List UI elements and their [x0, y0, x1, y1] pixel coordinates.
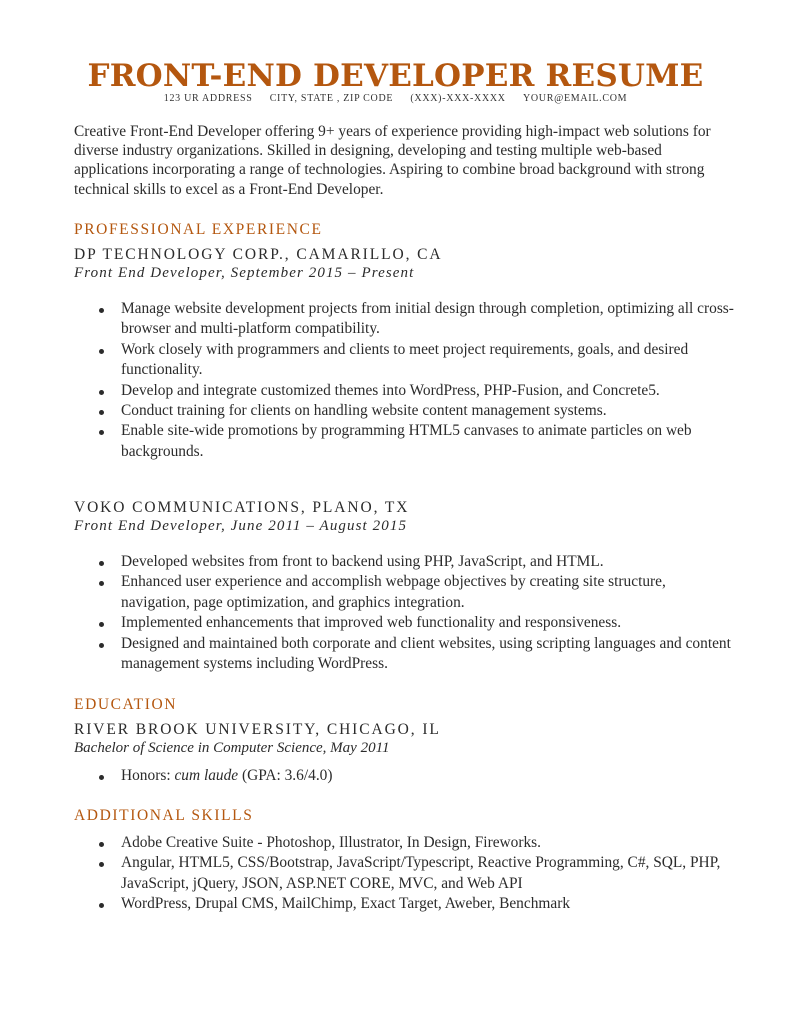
- list-item: WordPress, Drupal CMS, MailChimp, Exact Target, Aweber, Benchmark: [74, 894, 734, 914]
- bullet-icon: [99, 410, 104, 415]
- bullet-icon: [99, 581, 104, 586]
- education-degree: Bachelor of Science in Computer Science, May 2011: [74, 740, 390, 756]
- list-item: Develop and integrate customized themes into WordPress, PHP-Fusion, and Concrete5.: [74, 381, 734, 401]
- list-item: Conduct training for clients on handling website content management systems.: [74, 401, 734, 421]
- contact-line: [0, 93, 791, 104]
- contact-phone: (XXX)-XXX-XXXX: [410, 93, 506, 104]
- contact-email: YOUR@EMAIL.COM: [522, 93, 628, 104]
- section-heading-experience: PROFESSIONAL EXPERIENCE: [74, 221, 323, 238]
- bullet-icon: [99, 308, 104, 313]
- list-item: Designed and maintained both corporate and client websites, using scripting languages and content management systems including WordPress.: [74, 634, 734, 675]
- job-bullets-2: [74, 552, 734, 674]
- resume-title: FRONT-END DEVELOPER RESUME: [87, 58, 704, 94]
- bullet-icon: [99, 643, 104, 648]
- list-item: Honors: cum laude (GPA: 3.6/4.0): [74, 766, 734, 786]
- list-item: Adobe Creative Suite - Photoshop, Illustrator, In Design, Fireworks.: [74, 833, 734, 853]
- bullet-icon: [99, 349, 104, 354]
- list-item: Angular, HTML5, CSS/Bootstrap, JavaScript/Typescript, Reactive Programming, C#, SQL, PHP, JavaScript, jQuery, JSON, ASP.NET CORE, MVC, and Web API: [74, 853, 734, 894]
- bullet-icon: [99, 842, 104, 847]
- job-bullets-1: [74, 299, 734, 462]
- section-heading-education: EDUCATION: [74, 696, 178, 713]
- list-item: Enhanced user experience and accomplish webpage objectives by creating site structure, navigation, page optimization, and graphics integration.: [74, 572, 734, 613]
- bullet-icon: [99, 775, 104, 780]
- summary-paragraph: Creative Front-End Developer offering 9+ years of experience providing high-impact web solutions for diverse industry organizations. Skilled in designing, developing and testing multiple web-based applications incorporating a range of technologies. Aspiring to combine broad background with strong technical skills to excel as a Front-End Developer.: [74, 123, 711, 198]
- bullet-icon: [99, 903, 104, 908]
- education-bullets: [74, 766, 734, 786]
- contact-city-state-zip: CITY, STATE , ZIP CODE: [269, 93, 394, 104]
- skills-bullets: [74, 833, 734, 915]
- list-item: Enable site-wide promotions by programming HTML5 canvases to animate particles on web backgrounds.: [74, 421, 734, 462]
- list-item: Manage website development projects from initial design through completion, optimizing all cross-browser and multi-platform compatibility.: [74, 299, 734, 340]
- bullet-icon: [99, 862, 104, 867]
- list-item: Developed websites from front to backend using PHP, JavaScript, and HTML.: [74, 552, 734, 572]
- education-school: RIVER BROOK UNIVERSITY, CHICAGO, IL: [74, 721, 441, 738]
- list-item: Implemented enhancements that improved web functionality and responsiveness.: [74, 613, 734, 633]
- bullet-icon: [99, 430, 104, 435]
- job-org-1: DP TECHNOLOGY CORP., CAMARILLO, CA: [74, 246, 443, 263]
- job-role-1: Front End Developer, September 2015 – Present: [74, 265, 415, 281]
- list-item: Work closely with programmers and clients to meet project requirements, goals, and desired functionality.: [74, 340, 734, 381]
- bullet-icon: [99, 390, 104, 395]
- section-heading-skills: ADDITIONAL SKILLS: [74, 807, 254, 824]
- job-role-2: Front End Developer, June 2011 – August 2015: [74, 518, 408, 534]
- bullet-icon: [99, 561, 104, 566]
- contact-address: 123 UR ADDRESS: [163, 93, 253, 104]
- job-org-2: VOKO COMMUNICATIONS, PLANO, TX: [74, 499, 410, 516]
- bullet-icon: [99, 622, 104, 627]
